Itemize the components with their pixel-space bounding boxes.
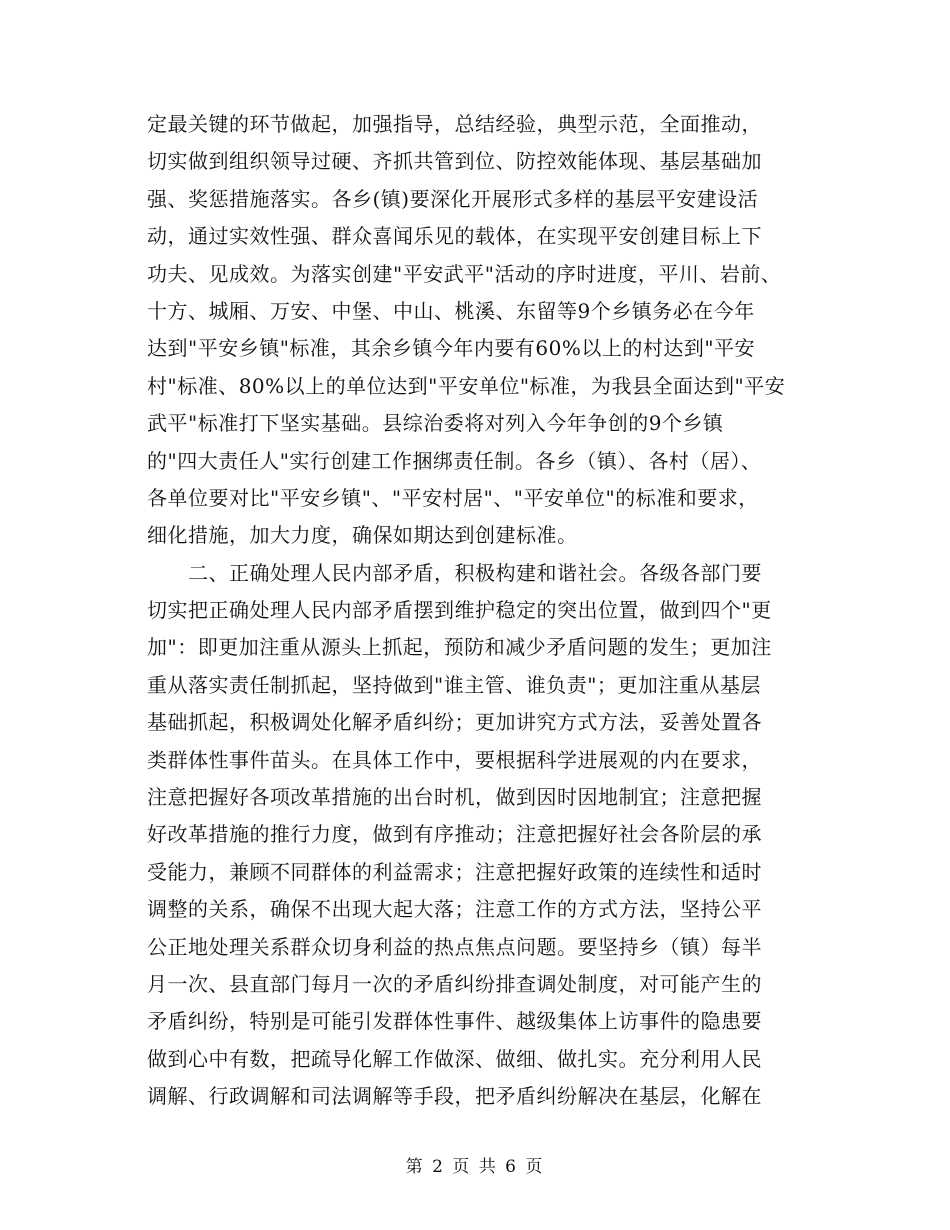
text-line: 重从落实责任制抓起，坚持做到"谁主管、谁负责"；更加注重从基层: [147, 672, 761, 697]
text-line: 强、奖惩措施落实。各乡(镇)要深化开展形式多样的基层平安建设活: [147, 186, 759, 211]
text-line: 武平"标准打下坚实基础。县综治委将对列入今年争创的9个乡镇: [147, 411, 724, 436]
text-line: 类群体性事件苗头。在具体工作中，要根据科学进展观的内在要求，: [147, 747, 762, 772]
text-line: 定最关键的环节做起，加强指导，总结经验，典型示范，全面推动，: [147, 112, 762, 136]
text-line: 调整的关系，确保不出现大起大落；注意工作的方式方法，坚持公平: [147, 897, 762, 922]
text-line: 基础抓起，积极调处化解矛盾纠纷；更加讲究方式方法，妥善处置各: [147, 710, 762, 735]
text-line: 动，通过实效性强、群众喜闻乐见的载体，在实现平安创建目标上下: [147, 224, 762, 249]
text-line: 切实做到组织领导过硬、齐抓共管到位、防控效能体现、基层基础加: [147, 149, 762, 174]
text-line: 矛盾纠纷，特别是可能引发群体性事件、越级集体上访事件的隐患要: [147, 1009, 762, 1034]
text-line: 达到"平安乡镇"标准，其余乡镇今年内要有60%以上的村达到"平安: [147, 336, 756, 361]
text-line: 细化措施，加大力度，确保如期达到创建标准。: [147, 523, 578, 548]
page-footer: 第 2 页 共 6 页: [405, 1157, 545, 1177]
text-line: 功夫、见成效。为落实创建"平安武平"活动的序时进度，平川、岩前、: [147, 261, 782, 286]
text-line: 好改革措施的推行力度，做到有序推动；注意把握好社会各阶层的承: [147, 822, 762, 847]
text-line: 切实把正确处理人民内部矛盾摆到维护稳定的突出位置，做到四个"更: [147, 598, 772, 623]
text-line: 注意把握好各项改革措施的出台时机，做到因时因地制宜；注意把握: [147, 785, 762, 810]
document-body: [147, 106, 807, 1116]
text-line: 受能力，兼顾不同群体的利益需求；注意把握好政策的连续性和适时: [147, 859, 762, 884]
text-line: 加"：即更加注重从源头上抓起，预防和减少矛盾问题的发生；更加注: [147, 635, 772, 660]
text-line: 的"四大责任人"实行创建工作捆绑责任制。各乡（镇）、各村（居）、: [147, 448, 762, 473]
text-line: 月一次、县直部门每月一次的矛盾纠纷排查调处制度，对可能产生的: [147, 971, 762, 996]
text-line: 村"标准、80%以上的单位达到"平安单位"标准，为我县全面达到"平安: [147, 373, 786, 398]
text-line: 公正地处理关系群众切身利益的热点焦点问题。要坚持乡（镇）每半: [147, 934, 762, 959]
text-line: 二、正确处理人民内部矛盾，积极构建和谐社会。各级各部门要: [147, 560, 762, 585]
text-line: 各单位要对比"平安乡镇"、"平安村居"、"平安单位"的标准和要求，: [147, 485, 759, 510]
text-line: 十方、城厢、万安、中堡、中山、桃溪、东留等9个乡镇务必在今年: [147, 298, 755, 323]
text-line: 做到心中有数，把疏导化解工作做深、做细、做扎实。充分利用人民: [147, 1046, 762, 1071]
text-line: 调解、行政调解和司法调解等手段，把矛盾纠纷解决在基层，化解在: [147, 1084, 762, 1109]
